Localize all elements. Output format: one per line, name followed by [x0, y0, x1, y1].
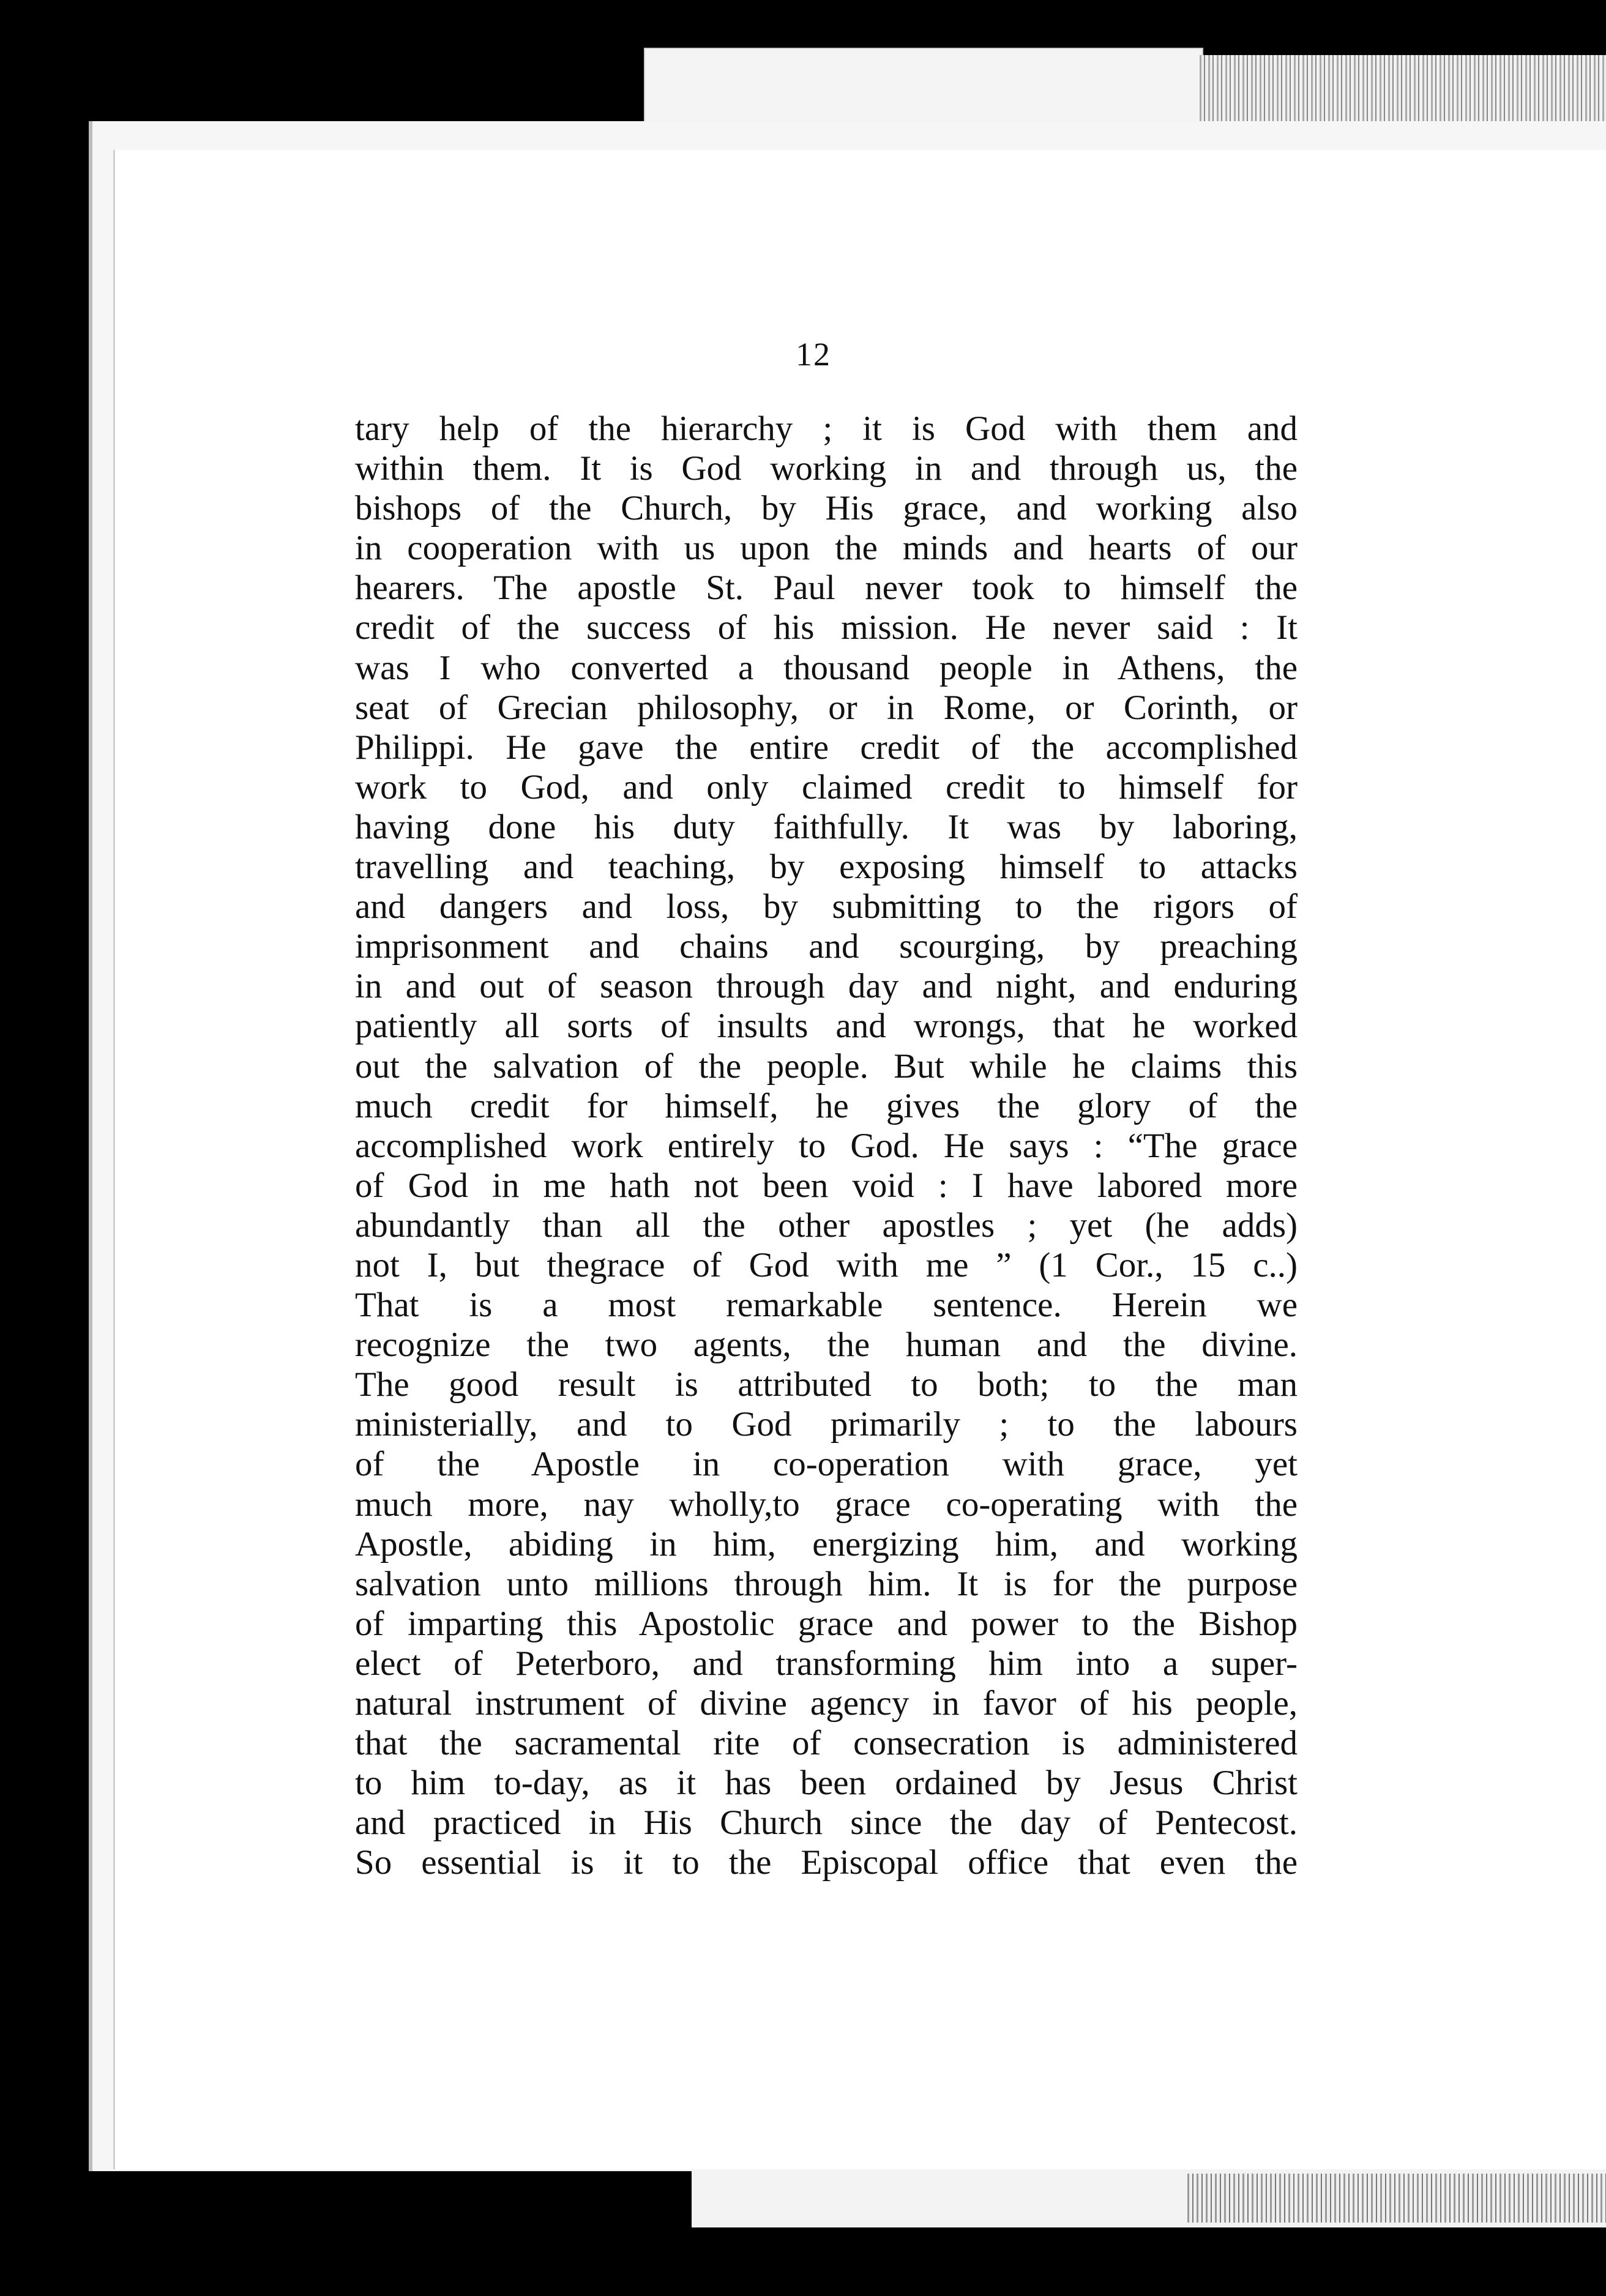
text-line: credit of the success of his mission. He never said : It — [355, 608, 1298, 647]
text-line: tary help of the hierarchy ; it is God with them and — [355, 409, 1298, 448]
scan-bottom-edge-strip — [1187, 2174, 1606, 2223]
body-text — [355, 409, 1298, 1882]
text-line: abundantly than all the other apostles ; yet (he adds) — [355, 1206, 1298, 1245]
text-line: The good result is attributed to both; to the man — [355, 1365, 1298, 1404]
text-line: out the salvation of the people. But while he claims this — [355, 1046, 1298, 1086]
text-line: that the sacramental rite of consecration is administered — [355, 1724, 1298, 1763]
text-line: not I, but thegrace of God with me ” (1 Cor., 15 c..) — [355, 1245, 1298, 1284]
text-line: accomplished work entirely to God. He says : “The grace — [355, 1126, 1298, 1165]
text-line: So essential is it to the Episcopal office that even the — [355, 1843, 1298, 1882]
text-line: ministerially, and to God primarily ; to the labours — [355, 1405, 1298, 1444]
text-line: within them. It is God working in and through us, the — [355, 449, 1298, 488]
text-line: elect of Peterboro, and transforming him into a super- — [355, 1644, 1298, 1683]
text-line: in cooperation with us upon the minds and hearts of our — [355, 529, 1298, 568]
text-line: patiently all sorts of insults and wrongs, that he worked — [355, 1007, 1298, 1046]
text-line: hearers. The apostle St. Paul never took to himself the — [355, 568, 1298, 608]
text-line: work to God, and only claimed credit to himself for — [355, 767, 1298, 807]
text-line: having done his duty faithfully. It was by laboring, — [355, 807, 1298, 846]
text-line: Philippi. He gave the entire credit of the accomplished — [355, 728, 1298, 767]
text-line: and practiced in His Church since the day of Pentecost. — [355, 1803, 1298, 1843]
text-line: imprisonment and chains and scourging, by preaching — [355, 927, 1298, 966]
text-line: of the Apostle in co-operation with grace, yet — [355, 1445, 1298, 1484]
text-line: much more, nay wholly,to grace co-operating with the — [355, 1485, 1298, 1524]
text-line: of God in me hath not been void : I have labored more — [355, 1166, 1298, 1205]
text-line: bishops of the Church, by His grace, and working also — [355, 489, 1298, 528]
text-line: salvation unto millions through him. It is for the purpose — [355, 1564, 1298, 1603]
text-line: in and out of season through day and night, and enduring — [355, 967, 1298, 1006]
text-line: much credit for himself, he gives the glory of the — [355, 1086, 1298, 1125]
text-line: recognize the two agents, the human and the divine. — [355, 1325, 1298, 1365]
text-line: natural instrument of divine agency in favor of his people, — [355, 1684, 1298, 1723]
text-line: Apostle, abiding in him, energizing him, and working — [355, 1524, 1298, 1564]
text-line: was I who converted a thousand people in Athens, the — [355, 648, 1298, 687]
text-line: to him to-day, as it has been ordained by Jesus Christ — [355, 1764, 1298, 1803]
scan-top-edge-strip — [1200, 55, 1606, 122]
scan-top-paper-tab — [644, 48, 1203, 124]
text-line: That is a most remarkable sentence. Herein we — [355, 1286, 1298, 1325]
text-line: seat of Grecian philosophy, or in Rome, or Corinth, or — [355, 688, 1298, 727]
text-line: travelling and teaching, by exposing himself to attacks — [355, 848, 1298, 887]
text-line: and dangers and loss, by submitting to the rigors of — [355, 887, 1298, 926]
text-line: of imparting this Apostolic grace and power to the Bishop — [355, 1604, 1298, 1643]
page-number: 12 — [796, 336, 831, 373]
